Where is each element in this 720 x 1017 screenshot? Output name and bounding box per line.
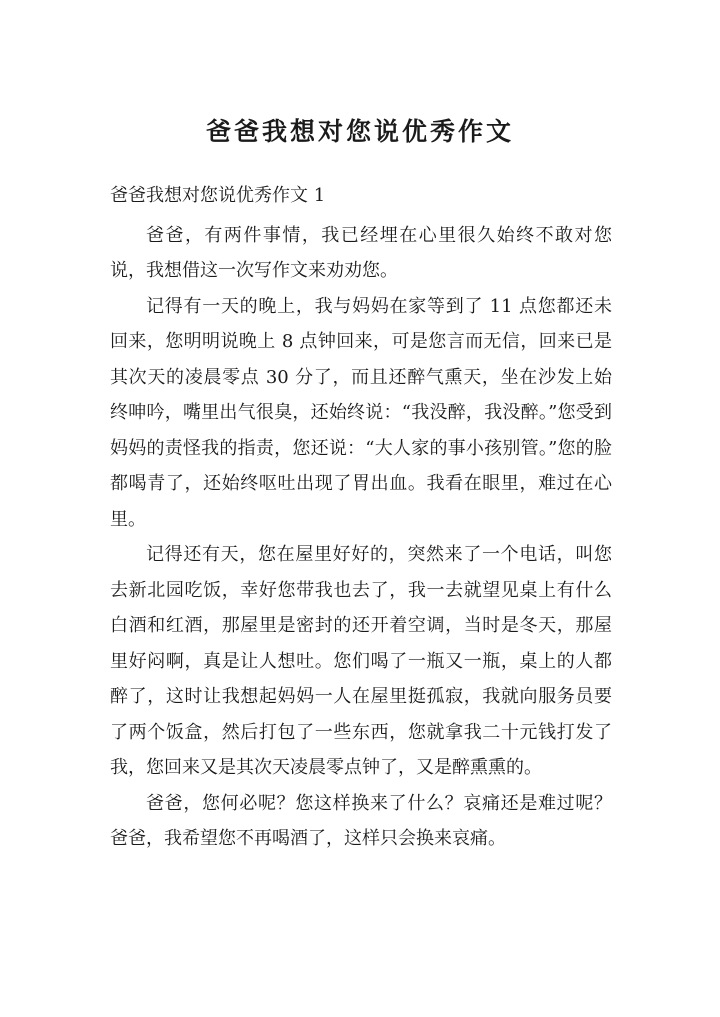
section-heading: 爸爸我想对您说优秀作文 1	[110, 185, 326, 206]
paragraph: 记得有一天的晚上，我与妈妈在家等到了 11 点您都还未回来，您明明说晚上 8 点钟回来，可是您言而无信，回来已是其次天的凌晨零点 30 分了，而且还醉气熏天，坐在沙发上始终呻吟，嘴里出气很臭，还始终说：“我没醉，我没醉。”您受到妈妈的责怪我的指责，您还说：“大人家的事小孩别管。”您的脸都喝青了，还始终呕吐出现了胃出血。我看在眼里，难过在心里。	[110, 295, 612, 530]
document-body	[110, 178, 612, 857]
document-title: 爸爸我想对您说优秀作文	[205, 117, 514, 146]
paragraph: 记得还有天，您在屋里好好的，突然来了一个电话，叫您去新北园吃饭，幸好您带我也去了，我一去就望见桌上有什么白酒和红酒，那屋里是密封的还开着空调，当时是冬天，那屋里好闷啊，真是让人想吐。您们喝了一瓶又一瓶，桌上的人都醉了，这时让我想起妈妈一人在屋里挺孤寂，我就向服务员要了两个饭盒，然后打包了一些东西，您就拿我二十元钱打发了我，您回来又是其次天凌晨零点钟了，又是醉熏熏的。	[110, 544, 612, 778]
paragraph: 爸爸，有两件事情，我已经埋在心里很久始终不敢对您说，我想借这一次写作文来劝劝您。	[110, 224, 612, 281]
paragraph: 爸爸，您何必呢？您这样换来了什么？哀痛还是难过呢？爸爸，我希望您不再喝酒了，这样只会换来哀痛。	[110, 792, 612, 849]
